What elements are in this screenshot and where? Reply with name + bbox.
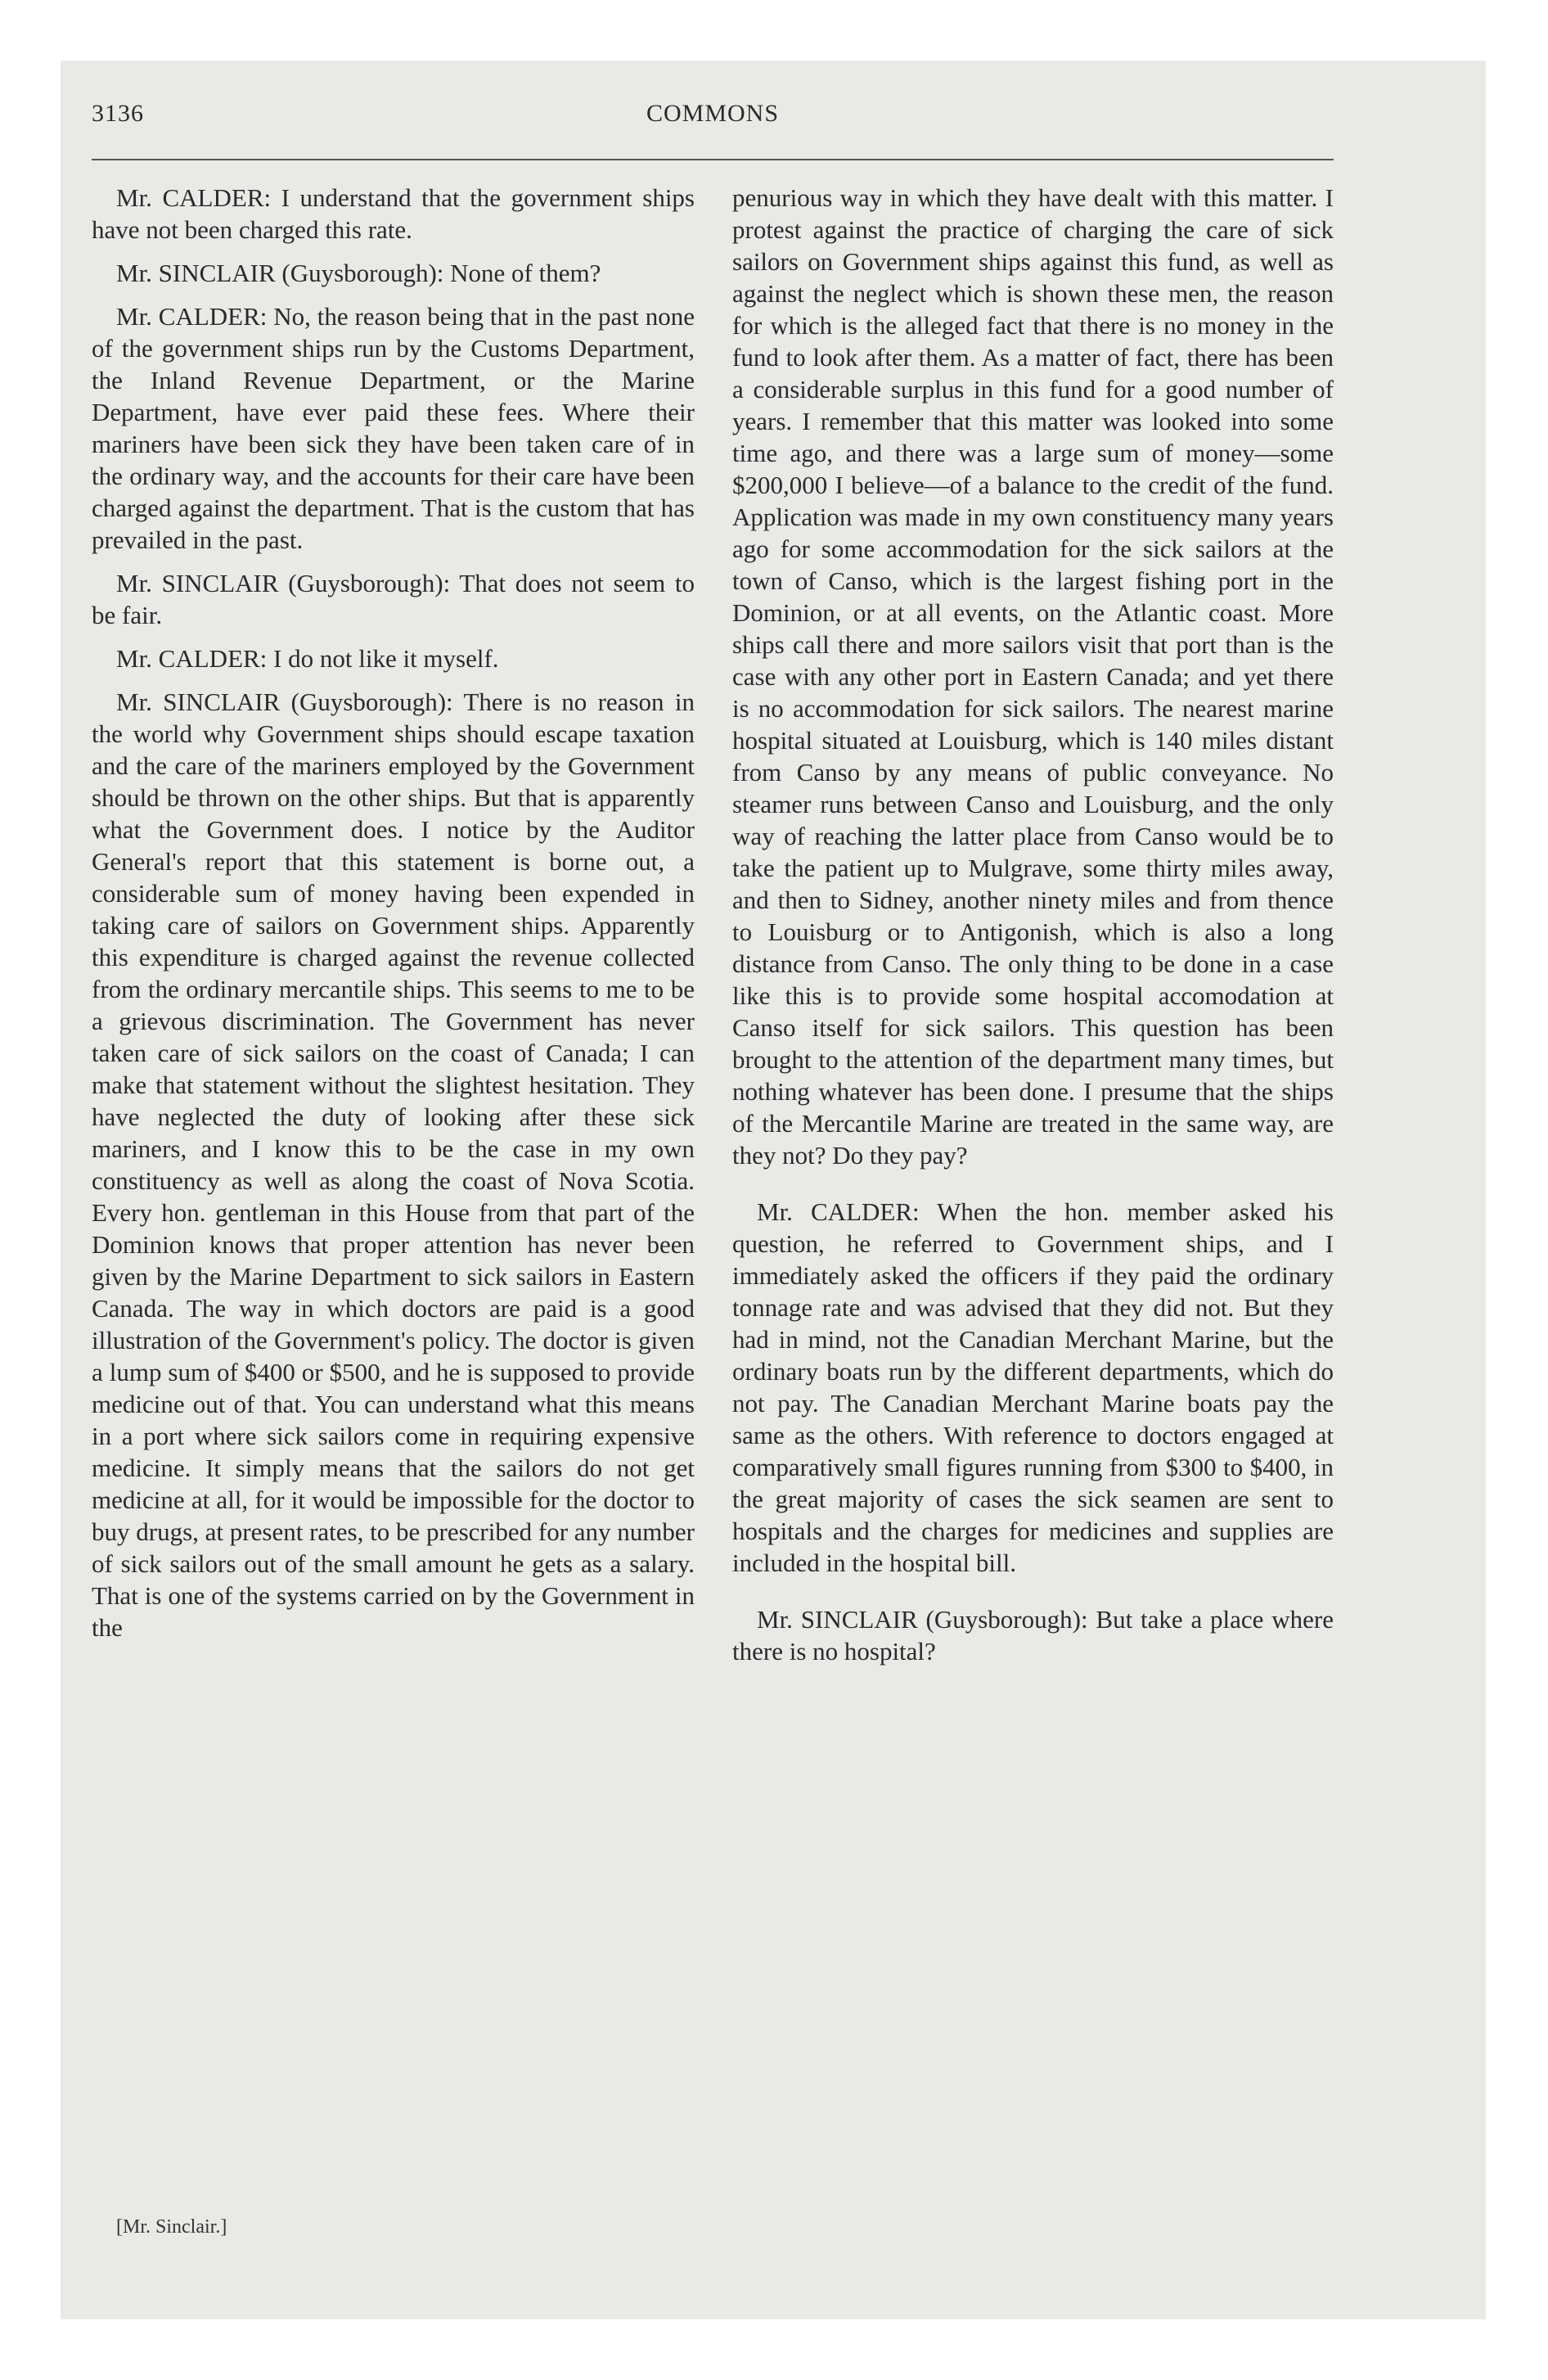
paragraph-sinclair-3: Mr. SINCLAIR (Guysborough): There is no reason in the world why Government ships should escape taxation and the care of the mariners employed by the Government should be thrown on the other ships. But that is apparently what the Government does. I notice by the Auditor General's report that this statement is borne out, a considerable sum of money having been expended in taking care of sailors on Government ships. Apparently this expenditure is charged against the revenue collected from the ordinary mercantile ships. This seems to me to be a grievous discrimination. The Government has never taken care of sick sailors on the coast of Canada; I can make that statement without the slightest hesitation. They have neglected the duty of looking after these sick mariners, and I know this to be the case in my own constituency as well as along the coast of Nova Scotia. Every hon. gentleman in this House from that part of the Dominion knows that proper attention has never been given by the Marine Department to sick sailors in Eastern Canada. The way in which doctors are paid is a good illustration of the Government's policy. The doctor is given a lump sum of $400 or $500, and he is supposed to provide medicine out of that. You can understand what this means in a port where sick sailors come in requiring expensive medicine. It simply means that the sailors do not get medicine at all, for it would be impossible for the doctor to buy drugs, at present rates, to be prescribed for any number of sick sailors out of the small amount he gets as a salary. That is one of the systems carried on by the Government in the: [92, 687, 695, 1642]
paragraph-calder-2: Mr. CALDER: No, the reason being that in the past none of the government ships run by the Customs Department, the Inland Revenue Department, or the Marine Department, have ever paid these fees. Where their mariners have been sick they have been taken care of in the ordinary way, and the accounts for their care have been charged against the department. That is the custom that has prevailed in the past.: [92, 302, 695, 554]
paragraph-calder-3: Mr. CALDER: I do not like it myself.: [116, 644, 499, 673]
header-rule: [92, 159, 1334, 160]
paragraph-continuation: penurious way in which they have dealt with this matter. I protest against the practice of charging the care of sick sailors on Government ships against this fund, as well as against the neglect which is shown these men, the reason for which is the alleged fact that there is no money in the fund to look after them. As a matter of fact, there has been a considerable surplus in this fund for a good number of years. I remember that this matter was looked into some time ago, and there was a large sum of money—some $200,000 I believe—of a balance to the credit of the fund. Application was made in my own constituency many years ago for some accommodation for the sick sailors at the town of Canso, which is the largest fishing port in the Dominion, or at all events, on the Atlantic coast. More ships call there and more sailors visit that port than is the case with any other port in Eastern Canada; and yet there is no accommodation for sick sailors. The nearest marine hospital situated at Louisburg, which is 140 miles distant from Canso by any means of public conveyance. No steamer runs between Canso and Louisburg, and the only way of reaching the latter place from Canso would be to take the patient up to Mulgrave, some thirty miles away, and then to Sidney, another ninety miles and from thence to Louisburg or to Antigonish, which is also a long distance from Canso. The only thing to be done in a case like this is to provide some hospital accomodation at Canso itself for sick sailors. This question has been brought to the attention of the department many times, but nothing whatever has been done. I presume that the ships of the Mercantile Marine are treated in the same way, are they not? Do they pay?: [732, 183, 1334, 1170]
page-number: 3136: [92, 100, 144, 127]
paragraph-sinclair-4: Mr. SINCLAIR (Guysborough): But take a place where there is no hospital?: [732, 1605, 1334, 1666]
paragraph-sinclair-2: Mr. SINCLAIR (Guysborough): That does not seem to be fair.: [92, 569, 695, 629]
right-column: [732, 182, 1334, 1679]
paragraph-calder-1: Mr. CALDER: I understand that the government ships have not been charged this rate.: [92, 183, 695, 244]
page-header: [92, 100, 1334, 149]
speaker-footer-note: [Mr. Sinclair.]: [116, 2216, 227, 2238]
running-head: COMMONS: [646, 100, 780, 127]
paragraph-sinclair-1: Mr. SINCLAIR (Guysborough): None of them?: [116, 259, 601, 287]
paragraph-calder-4: Mr. CALDER: When the hon. member asked his question, he referred to Government ships, and I immediately asked the officers if they paid the ordinary tonnage rate and was advised that they did not. But they had in mind, not the Canadian Merchant Marine, but the ordinary boats run by the different departments, which do not pay. The Canadian Merchant Marine boats pay the same as the others. With reference to doctors engaged at comparatively small figures running from $300 to $400, in the great majority of cases the sick seamen are sent to hospitals and the charges for medicines and supplies are included in the hospital bill.: [732, 1197, 1334, 1577]
left-column: [92, 182, 695, 1655]
